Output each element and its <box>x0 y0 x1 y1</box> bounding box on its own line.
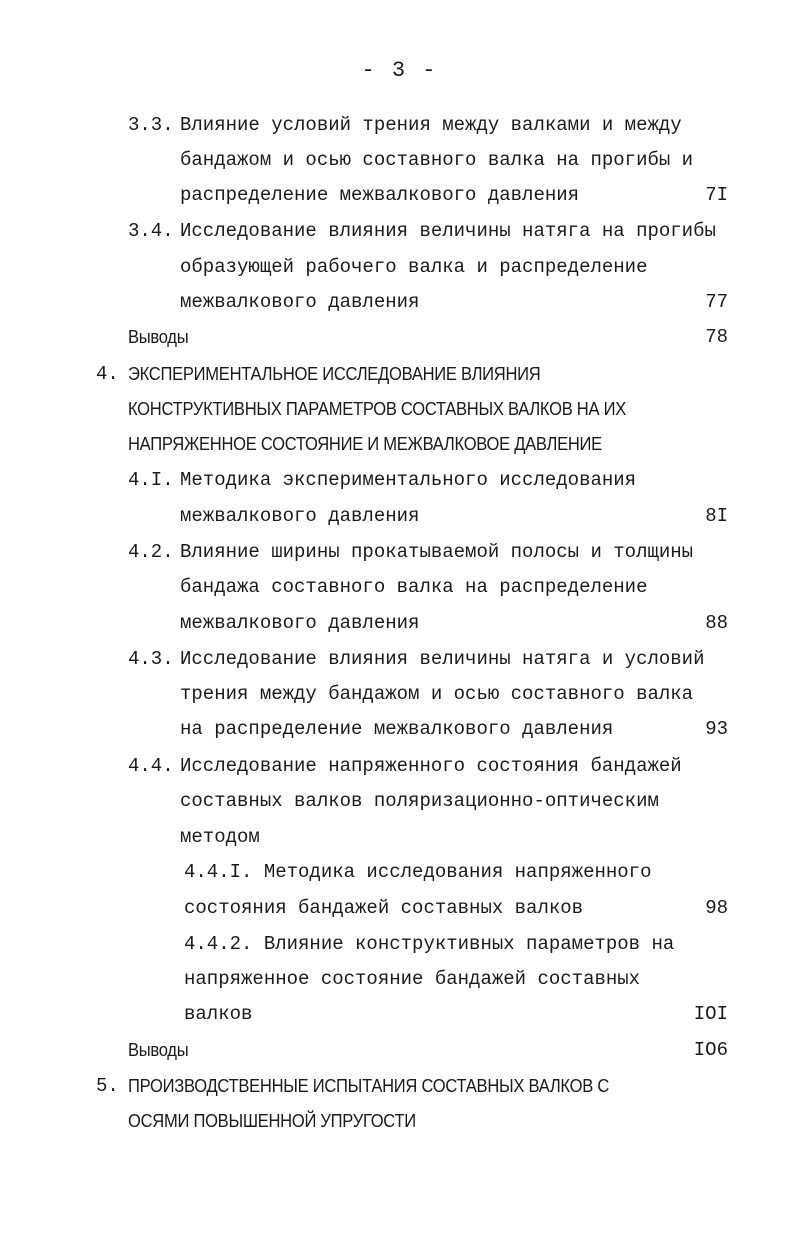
toc-entry-page: 78 <box>705 326 728 348</box>
chapter-title: ОСЯМИ ПОВЫШЕННОЙ УПРУГОСТИ <box>128 1111 416 1131</box>
chapter-title: ЭКСПЕРИМЕНТАЛЬНОЕ ИССЛЕДОВАНИЕ ВЛИЯНИЯ <box>128 364 541 384</box>
toc-entry-page: 77 <box>705 291 728 313</box>
toc-entry-title: Исследование напряженного состояния бандажей <box>180 755 682 777</box>
chapter-number: 4. <box>96 363 119 385</box>
toc-entry-title: межвалкового давления <box>180 505 420 527</box>
toc-subentry-title: 4.4.I. Методика исследования напряженного <box>184 861 652 883</box>
toc-entry-title: образующей рабочего валка и распределение <box>180 256 648 278</box>
chapter-title: ПРОИЗВОДСТВЕННЫЕ ИСПЫТАНИЯ СОСТАВНЫХ ВАЛКОВ С <box>128 1076 610 1096</box>
toc-entry-title: бандажом и осью составного валка на прогибы и <box>180 149 694 171</box>
toc-entry-number: 3.3. <box>128 114 174 136</box>
toc-entry-title: бандажа составного валка на распределение <box>180 576 648 598</box>
chapter-title: НАПРЯЖЕННОЕ СОСТОЯНИЕ И МЕЖВАЛКОВОЕ ДАВЛЕНИЕ <box>128 434 602 454</box>
toc-entry-title: распределение межвалкового давления <box>180 184 580 206</box>
toc-entry-page: 88 <box>705 612 728 634</box>
toc-subentry-title: напряженное состояние бандажей составных <box>184 968 641 990</box>
toc-entry-page: IOI <box>693 1003 728 1025</box>
page-number: - 3 - <box>361 58 438 83</box>
toc-entry-title: Исследование влияния величины натяга и условий <box>180 648 705 670</box>
toc-entry-page: 93 <box>705 718 728 740</box>
toc-entry-number: 4.I. <box>128 469 174 491</box>
toc-entry-page: 7I <box>705 184 728 206</box>
toc-entry-title: трения между бандажом и осью составного валка <box>180 683 694 705</box>
toc-entry-number: 3.4. <box>128 220 174 242</box>
toc-entry-title: составных валков поляризационно-оптическим <box>180 790 659 812</box>
chapter-number: 5. <box>96 1075 119 1097</box>
toc-entry-title: Влияние ширины прокатываемой полосы и толщины <box>180 541 694 563</box>
toc-entry-title: методом <box>180 826 260 848</box>
toc-entry-title: Влияние условий трения между валками и между <box>180 114 682 136</box>
toc-entry-number: 4.3. <box>128 648 174 670</box>
toc-entry-number: 4.2. <box>128 541 174 563</box>
toc-entry-page: IO6 <box>693 1039 728 1061</box>
toc-subentry-title: состояния бандажей составных валков <box>184 897 584 919</box>
toc-conclusions: Выводы <box>128 327 189 347</box>
toc-entry-page: 98 <box>705 897 728 919</box>
toc-entry-number: 4.4. <box>128 755 174 777</box>
chapter-title: КОНСТРУКТИВНЫХ ПАРАМЕТРОВ СОСТАВНЫХ ВАЛКОВ НА ИХ <box>128 399 626 419</box>
toc-entry-page: 8I <box>705 505 728 527</box>
toc-entry-title: Исследование влияния величины натяга на прогибы <box>180 220 716 242</box>
toc-conclusions: Выводы <box>128 1040 189 1060</box>
toc-entry-title: на распределение межвалкового давления <box>180 718 614 740</box>
toc-entry-title: межвалкового давления <box>180 291 420 313</box>
toc-subentry-title: валков <box>184 1003 253 1025</box>
toc-entry-title: Методика экспериментального исследования <box>180 469 637 491</box>
toc-subentry-title: 4.4.2. Влияние конструктивных параметров на <box>184 933 675 955</box>
toc-entry-title: межвалкового давления <box>180 612 420 634</box>
